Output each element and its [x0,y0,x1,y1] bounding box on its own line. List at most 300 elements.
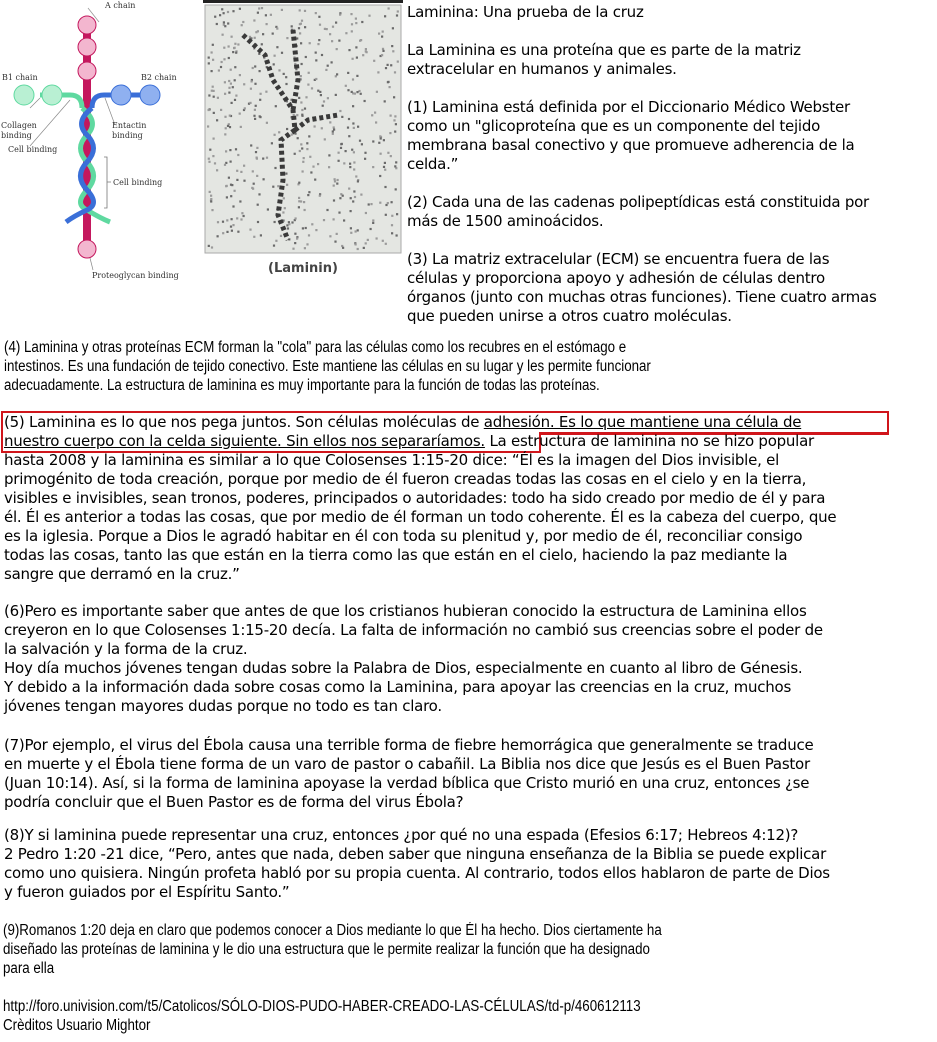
noise-dot [370,203,372,205]
noise-dot [396,14,398,16]
noise-dot [228,87,230,89]
noise-dot [380,153,382,155]
noise-dot [301,20,303,22]
paragraph-5 [4,413,937,584]
noise-dot [348,118,350,120]
noise-dot [254,118,256,120]
noise-dot [357,248,359,250]
noise-dot [259,99,261,101]
noise-dot [265,91,267,93]
noise-dot [232,10,234,12]
noise-dot [378,33,380,35]
noise-dot [226,219,228,221]
noise-dot [343,219,345,221]
noise-dot [356,75,358,77]
noise-dot [258,193,260,195]
noise-dot [286,224,288,226]
noise-dot [355,175,357,177]
noise-dot [360,194,362,196]
noise-dot [301,147,303,149]
noise-dot [209,149,211,151]
noise-dot [347,127,349,129]
noise-dot [304,26,306,28]
noise-dot [332,133,334,135]
noise-dot [221,61,223,63]
noise-dot [301,109,303,111]
article-title [407,3,937,22]
noise-dot [226,185,228,187]
noise-dot [208,158,210,160]
noise-dot [342,247,344,249]
noise-dot [230,226,232,228]
noise-dot [253,183,255,185]
noise-dot [243,215,245,217]
noise-dot [367,239,369,241]
noise-dot [212,59,214,61]
noise-dot [325,69,327,71]
noise-dot [257,204,259,206]
noise-dot [331,40,333,42]
noise-dot [272,186,274,188]
noise-dot [298,97,300,99]
text-line: como uno quisiera. Ningún profeta habló por su propia cuenta. Al contrario, todos ellos hablaron de parte de Dios [4,864,830,882]
noise-dot [244,107,246,109]
credits-text: Crèditos Usuario Mightor [3,1017,151,1034]
noise-dot [266,157,268,159]
noise-dot [336,48,338,50]
noise-dot [254,109,256,111]
noise-dot [363,247,365,249]
noise-dot [231,230,233,232]
noise-dot [213,138,215,140]
noise-dot [308,191,310,193]
noise-dot [378,142,380,144]
noise-dot [262,158,264,160]
noise-dot [345,150,347,152]
noise-dot [211,51,213,53]
noise-dot [308,72,310,74]
noise-dot [306,148,308,150]
noise-dot [388,7,390,9]
underlined-text: adhesión. Es lo que mantiene una célula de [483,413,802,431]
noise-dot [239,200,241,202]
intro-paragraph [407,41,937,79]
noise-dot [256,175,258,177]
paragraph-7 [4,736,937,812]
noise-dot [335,94,337,96]
noise-dot [345,32,347,34]
label-b1-chain: B1 chain [2,73,38,82]
noise-dot [384,100,386,102]
text-line: hasta 2008 y la laminina es similar a lo que Colosenses 1:15-20 dice: “Él es la imagen del Dios invisible, el [4,451,780,469]
noise-dot [375,121,377,123]
noise-dot [299,150,301,152]
noise-dot [359,140,361,142]
noise-dot [214,16,216,18]
noise-dot [339,197,341,199]
noise-dot [319,24,321,26]
noise-dot [352,58,354,60]
noise-dot [259,70,261,72]
noise-dot [323,100,325,102]
noise-dot [212,155,214,157]
noise-dot [299,9,301,11]
paragraph-2 [407,193,937,231]
noise-dot [381,36,383,38]
noise-dot [291,221,293,223]
noise-dot [251,187,253,189]
noise-dot [315,59,317,61]
noise-dot [328,154,330,156]
noise-dot [350,232,352,234]
underlined-text: nuestro cuerpo con la celda siguiente. Sin ellos nos separaríamos. [4,432,485,450]
noise-dot [390,155,392,157]
noise-dot [350,227,352,229]
noise-dot [351,149,353,151]
noise-dot [301,115,303,117]
noise-dot [250,88,252,90]
noise-dot [364,152,366,154]
noise-dot [216,23,218,25]
noise-dot [253,115,255,117]
noise-dot [351,30,353,32]
noise-dot [348,135,350,137]
label-proteoglycan-binding: Proteoglycan binding [92,271,179,280]
noise-dot [338,152,340,154]
noise-dot [385,67,387,69]
noise-dot [298,206,300,208]
noise-dot [368,15,370,17]
noise-dot [218,69,220,71]
noise-dot [241,24,243,26]
text-line: más de 1500 aminoácidos. [407,212,604,230]
noise-dot [327,65,329,67]
noise-dot [220,66,222,68]
noise-dot [317,163,319,165]
noise-dot [329,33,331,35]
noise-dot [353,190,355,192]
text-line: en muerte y el Ébola tiene forma de un varo de pastor o cabañil. La Biblia nos dice que Jesús es el Buen Pastor [4,755,810,773]
noise-dot [265,14,267,16]
noise-dot [306,142,308,144]
noise-dot [298,200,300,202]
noise-dot [394,165,396,167]
noise-dot [328,166,330,168]
noise-dot [332,130,334,132]
noise-dot [234,79,236,81]
noise-dot [377,71,379,73]
noise-dot [307,194,309,196]
noise-dot [286,184,288,186]
noise-dot [304,10,306,12]
noise-dot [321,127,323,129]
noise-dot [329,121,331,123]
noise-dot [299,32,301,34]
noise-dot [318,16,320,18]
noise-dot [348,49,350,51]
text-line: diseñado las proteínas de laminina y le dio una estructura que le permite realizar la función que ha designado [3,941,650,958]
noise-dot [286,37,288,39]
noise-dot [334,241,336,243]
noise-dot [294,242,296,244]
noise-dot [356,91,358,93]
noise-dot [260,234,262,236]
label-collagen-binding: binding [1,131,32,140]
noise-dot [273,245,275,247]
noise-dot [228,57,230,59]
noise-dot [318,39,320,41]
noise-dot [373,60,375,62]
text-line: adecuadamente. La estructura de laminina es muy importante para la función de todas las proteínas. [4,377,600,394]
noise-dot [387,81,389,83]
noise-dot [235,95,237,97]
noise-dot [357,126,359,128]
text-line: (7)Por ejemplo, el virus del Ébola causa una terrible forma de fiebre hemorrágica que generalmente se traduce [4,736,814,754]
noise-dot [333,129,335,131]
noise-dot [302,161,304,163]
text-span: La estructura de laminina no se hizo popular [484,432,814,450]
noise-dot [227,11,229,13]
noise-dot [296,114,298,116]
text-line: (4) Laminina y otras proteínas ECM forman la "cola" para las células como los recubres en el estómago e [4,339,627,356]
noise-dot [353,151,355,153]
noise-dot [335,75,337,77]
noise-dot [355,18,357,20]
noise-dot [304,247,306,249]
noise-dot [319,91,321,93]
noise-dot [294,233,296,235]
noise-dot [314,179,316,181]
noise-dot [383,139,385,141]
noise-dot [240,218,242,220]
noise-dot [295,217,297,219]
noise-dot [350,13,352,15]
noise-dot [255,105,257,107]
noise-dot [308,135,310,137]
right-column [407,3,937,326]
paragraph-9 [3,921,662,1035]
noise-dot [259,115,261,117]
noise-dot [225,150,227,152]
noise-dot [365,242,367,244]
noise-dot [310,171,312,173]
noise-dot [334,178,336,180]
noise-dot [234,43,236,45]
noise-dot [278,131,280,133]
text-line: que pueden unirse a otros cuatro moléculas. [407,307,732,325]
noise-dot [226,196,228,198]
noise-dot [260,93,262,95]
source-url[interactable]: http://foro.univision.com/t5/Catolicos/SÓLO-DIOS-PUDO-HABER-CREADO-LAS-CÉLULAS/td-p/460612113 [3,998,641,1015]
noise-dot [234,66,236,68]
noise-dot [391,215,393,217]
noise-dot [394,71,396,73]
label-entactin-binding: binding [112,131,143,140]
noise-dot [300,101,302,103]
noise-dot [232,205,234,207]
noise-dot [232,51,234,53]
noise-dot [333,126,335,128]
text-line: (1) Laminina está definida por el Diccionario Médico Webster [407,98,850,116]
noise-dot [228,177,230,179]
noise-dot [239,113,241,115]
noise-dot [302,170,304,172]
noise-dot [209,191,211,193]
noise-dot [315,229,317,231]
noise-dot [291,25,293,27]
noise-dot [372,140,374,142]
noise-dot [274,167,276,169]
noise-dot [210,195,212,197]
noise-dot [267,208,269,210]
noise-dot [303,201,305,203]
noise-dot [228,45,230,47]
noise-dot [223,58,225,60]
noise-dot [338,160,340,162]
noise-dot [347,89,349,91]
noise-dot [371,114,373,116]
noise-dot [397,10,399,12]
noise-dot [379,175,381,177]
noise-dot [336,233,338,235]
noise-dot [223,21,225,23]
noise-dot [343,162,345,164]
noise-dot [395,123,397,125]
noise-dot [333,185,335,187]
noise-dot [253,19,255,21]
noise-dot [229,149,231,151]
noise-dot [274,221,276,223]
noise-dot [213,96,215,98]
text-line: La Laminina es una proteína que es parte de la matriz [407,41,801,59]
noise-dot [337,179,339,181]
noise-dot [315,52,317,54]
noise-dot [355,46,357,48]
noise-dot [321,54,323,56]
highlighted-line-2 [4,432,937,451]
label-collagen: Collagen [1,121,37,130]
noise-dot [384,15,386,17]
noise-dot [251,80,253,82]
noise-dot [275,105,277,107]
noise-dot [305,56,307,58]
noise-dot [357,229,359,231]
noise-dot [208,161,210,163]
noise-dot [352,78,354,80]
noise-dot [212,44,214,46]
noise-dot [232,224,234,226]
text-line: y fueron guiados por el Espíritu Santo.” [4,883,290,901]
noise-dot [350,210,352,212]
noise-dot [365,48,367,50]
noise-dot [339,14,341,16]
noise-dot [396,213,398,215]
noise-dot [208,94,210,96]
noise-dot [234,190,236,192]
noise-dot [360,93,362,95]
noise-dot [372,166,374,168]
noise-dot [297,137,299,139]
noise-dot [307,84,309,86]
noise-dot [335,22,337,24]
noise-dot [283,73,285,75]
noise-dot [323,219,325,221]
noise-dot [213,90,215,92]
noise-dot [240,126,242,128]
noise-dot [356,57,358,59]
noise-dot [384,169,386,171]
noise-dot [315,12,317,14]
noise-dot [294,153,296,155]
noise-dot [211,70,213,72]
noise-dot [355,22,357,24]
noise-dot [332,26,334,28]
noise-dot [291,134,293,136]
noise-dot [243,83,245,85]
noise-dot [227,22,229,24]
noise-dot [383,166,385,168]
text-line: Y debido a la información dada sobre cosas como la Laminina, para apoyar las creencias en la cruz, muchos [4,678,792,696]
noise-dot [312,166,314,168]
noise-dot [352,122,354,124]
noise-dot [347,72,349,74]
noise-dot [266,23,268,25]
noise-dot [353,161,355,163]
noise-dot [393,96,395,98]
noise-dot [352,200,354,202]
text-line: (8)Y si laminina puede representar una cruz, entonces ¿por qué no una espada (Efesios 6:17; Hebreos 4:12)? [4,826,799,844]
noise-dot [395,188,397,190]
noise-dot [282,211,284,213]
micrograph-svg [203,0,403,290]
noise-dot [300,143,302,145]
noise-dot [317,43,319,45]
text-line: (3) La matriz extracelular (ECM) se encuentra fuera de las [407,250,830,268]
noise-dot [226,231,228,233]
text-line: todas las cosas, tanto las que están en la tierra como las que están en el cielo, haciendo la paz mediante la [4,546,788,564]
noise-dot [392,27,394,29]
noise-dot [224,81,226,83]
noise-dot [389,86,391,88]
noise-dot [217,221,219,223]
noise-dot [315,78,317,80]
noise-dot [261,7,263,9]
noise-dot [380,137,382,139]
noise-dot [327,97,329,99]
noise-dot [228,80,230,82]
noise-dot [352,105,354,107]
text-line: creyeron en lo que Colosenses 1:15-20 decía. La falta de información no cambió sus creencias sobre el poder de [4,621,823,639]
noise-dot [394,115,396,117]
noise-dot [391,201,393,203]
noise-dot [391,45,393,47]
noise-dot [234,99,236,101]
paragraph-3 [407,250,937,326]
noise-dot [275,240,277,242]
noise-dot [257,30,259,32]
label-entactin: Entactin [112,121,147,130]
noise-dot [374,112,376,114]
noise-dot [304,108,306,110]
noise-dot [263,178,265,180]
noise-dot [230,161,232,163]
noise-dot [224,116,226,118]
noise-dot [287,227,289,229]
noise-dot [331,61,333,63]
text-line: células y proporciona apoyo y adhesión de células dentro [407,269,825,287]
noise-dot [353,168,355,170]
noise-dot [338,212,340,214]
